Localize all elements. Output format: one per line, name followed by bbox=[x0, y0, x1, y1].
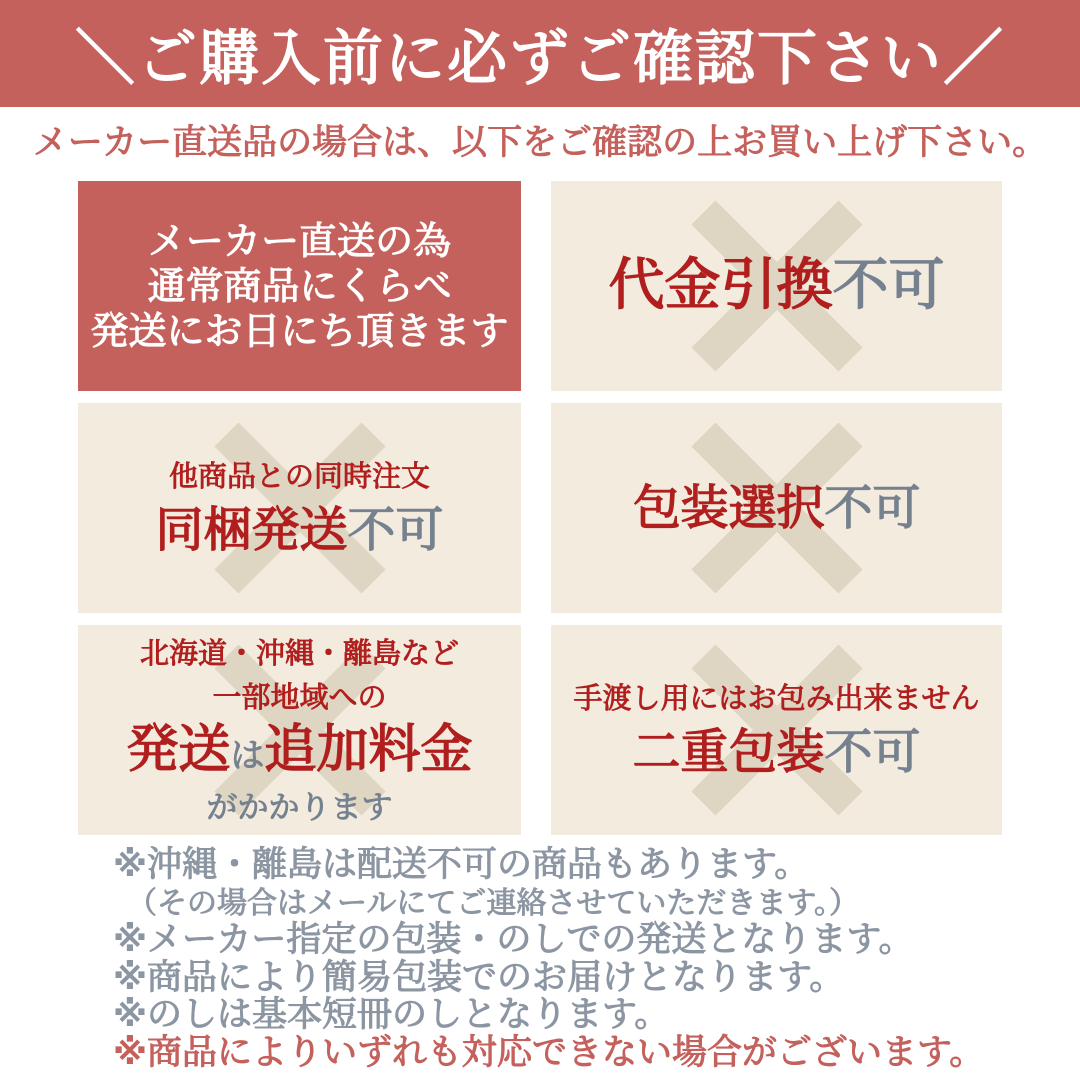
note-line-6: ※商品によりいずれも対応できない場合がございます。 bbox=[113, 1032, 985, 1073]
card-bundled-shipping bbox=[78, 403, 521, 613]
header-banner bbox=[0, 0, 1080, 107]
wrap-selection-main-text: 包装選択 bbox=[632, 480, 825, 536]
bundle-label bbox=[155, 498, 443, 562]
remote-area-label bbox=[126, 719, 472, 787]
wrap-selection-suffix-text: 不可 bbox=[824, 480, 921, 536]
page-title: ＼ご購入前に必ずご確認下さい／ bbox=[75, 23, 1005, 94]
direct-shipping-line-1: メーカー直送の為 bbox=[147, 218, 452, 263]
bundle-note: 他商品との同時注文 bbox=[168, 459, 430, 493]
remote-area-main-left: 発送 bbox=[126, 720, 231, 780]
remote-area-note-2: 一部地域への bbox=[212, 680, 387, 714]
remote-area-particle: は bbox=[230, 736, 265, 776]
direct-shipping-line-2: 通常商品にくらべ bbox=[147, 263, 452, 308]
double-wrap-suffix-text: 不可 bbox=[824, 724, 921, 780]
card-direct-shipping bbox=[78, 181, 521, 391]
note-line-3: ※メーカー指定の包装・のしでの発送となります。 bbox=[113, 920, 914, 960]
note-line-2: （その場合はメールにてご連絡させていただきます。） bbox=[127, 885, 859, 921]
double-wrap-note: 手渡し用にはお包み出来ません bbox=[573, 681, 980, 715]
cod-main-text: 代金引換 bbox=[608, 253, 833, 318]
cod-suffix-text: 不可 bbox=[832, 253, 945, 318]
notes-list bbox=[113, 847, 984, 1072]
double-wrap-main-text: 二重包装 bbox=[632, 724, 825, 780]
note-line-1: ※沖縄・離島は配送不可の商品もあります。 bbox=[113, 845, 810, 885]
note-line-4: ※商品により簡易包装でのお届けとなります。 bbox=[113, 957, 845, 998]
subtitle: メーカー直送品の場合は、以下をご確認の上お買い上げ下さい。 bbox=[32, 123, 1048, 163]
bundle-main-text: 同梱発送 bbox=[155, 502, 348, 558]
wrap-selection-label bbox=[632, 476, 920, 540]
card-remote-area-fee bbox=[78, 625, 521, 835]
card-double-wrapping bbox=[551, 625, 1002, 835]
remote-area-main-right: 追加料金 bbox=[264, 720, 473, 780]
cod-label bbox=[609, 250, 945, 322]
notice-grid bbox=[78, 181, 1002, 835]
card-wrap-selection bbox=[551, 403, 1002, 613]
remote-area-tail: がかかります bbox=[206, 790, 393, 826]
card-cod-payment bbox=[551, 181, 1002, 391]
remote-area-note-1: 北海道・沖縄・離島など bbox=[139, 636, 459, 670]
bundle-suffix-text: 不可 bbox=[347, 502, 444, 558]
direct-shipping-line-3: 発送にお日にち頂きます bbox=[90, 308, 509, 353]
note-line-5: ※のしは基本短冊のしとなります。 bbox=[113, 995, 670, 1035]
double-wrap-label bbox=[573, 720, 979, 784]
